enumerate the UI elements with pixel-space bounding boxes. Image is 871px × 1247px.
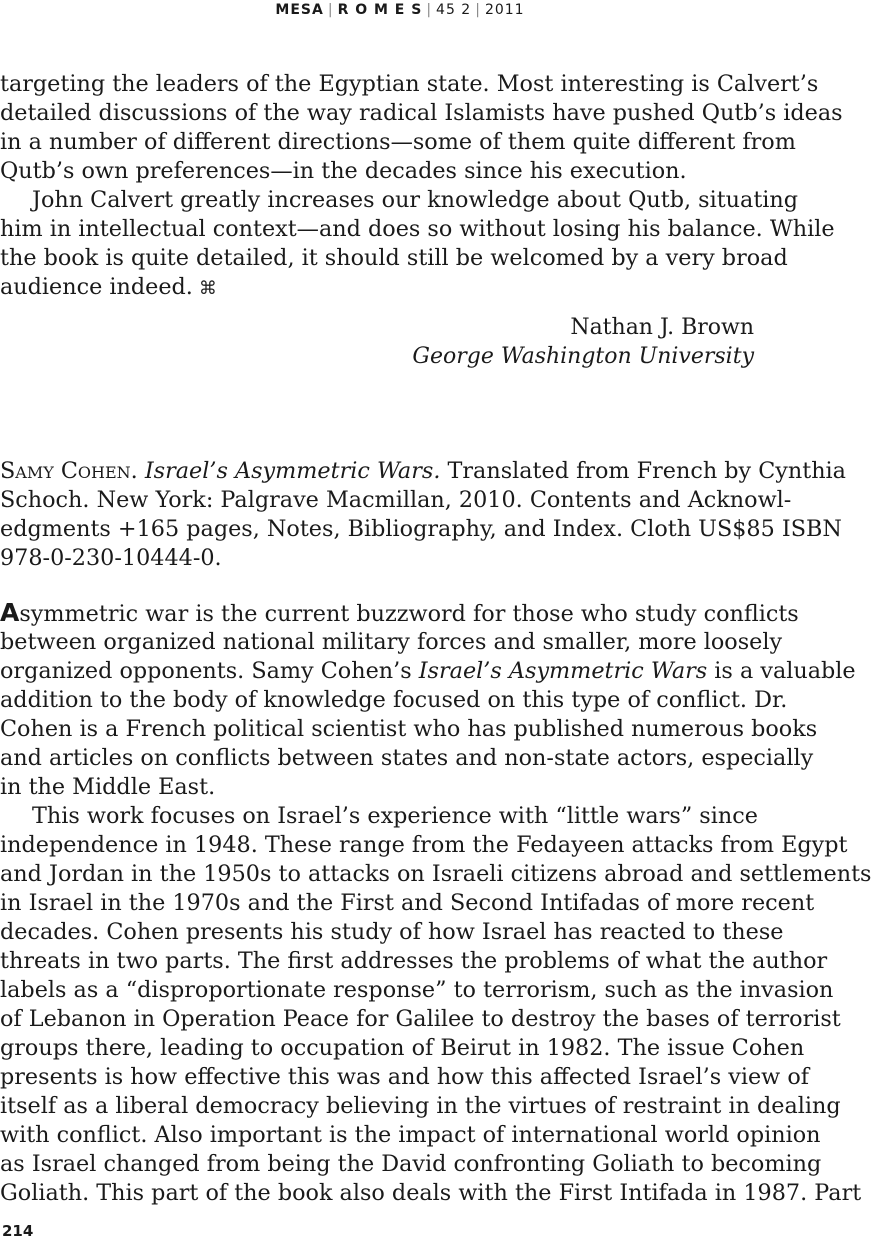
citation-line: 978-0-230-10444-0. <box>0 545 222 571</box>
text-line: the book is quite detailed, it should still be welcomed by a very broad <box>0 245 788 271</box>
text-line: decades. Cohen presents his study of how Israel has reacted to these <box>0 919 784 945</box>
text-line <box>0 598 799 628</box>
journal-name: MESA <box>275 2 324 18</box>
book-title: Israel’s Asymmetric Wars <box>418 658 708 684</box>
volume-issue: 45 2 <box>436 2 472 18</box>
text-line: Cohen is a French political scientist who has published numerous books <box>0 716 818 742</box>
citation-text: Translated from French by Cynthia <box>440 458 846 484</box>
text-line: presents is how effective this was and how this affected Israel’s view of <box>0 1064 810 1090</box>
text-line: and articles on conflicts between states and non-state actors, especially <box>0 745 814 771</box>
reviewer-name: Nathan J. Brown <box>570 315 754 340</box>
text-line: and Jordan in the 1950s to attacks on Israeli citizens abroad and settlements <box>0 861 871 887</box>
text-line-content: is a valuable <box>707 658 856 684</box>
section-name: R O M E S <box>337 2 423 18</box>
year: 2011 <box>484 2 525 18</box>
citation-line <box>0 457 846 485</box>
text-line: targeting the leaders of the Egyptian state. Most interesting is Calvert’s <box>0 71 819 97</box>
text-line: independence in 1948. These range from the Fedayeen attacks from Egypt <box>0 832 848 858</box>
text-line: labels as a “disproportionate response” to terrorism, such as the invasion <box>0 977 834 1003</box>
reviewer-affiliation: George Washington University <box>412 344 754 369</box>
text-line-content: symmetric war is the current buzzword for those who study conflicts <box>19 601 799 627</box>
end-ornament-icon: ⌘ <box>198 278 217 299</box>
text-line: itself as a liberal democracy believing in the virtues of restraint in dealing <box>0 1093 841 1119</box>
text-line: in Israel in the 1970s and the First and Second Intifadas of more recent <box>0 890 815 916</box>
running-header: MESA | R O M E S | 45 2 | 2011 <box>275 2 525 18</box>
text-line: in the Middle East. <box>0 774 216 800</box>
text-line: as Israel changed from being the David confronting Goliath to becoming <box>0 1151 822 1177</box>
text-line-content: audience indeed. <box>0 274 193 300</box>
text-line: of Lebanon in Operation Peace for Galilee to destroy the bases of terrorist <box>0 1006 841 1032</box>
text-line: with conflict. Also important is the impact of international world opinion <box>0 1122 821 1148</box>
initial-letter: A <box>0 598 20 627</box>
citation-author: Samy Cohen. <box>0 458 138 484</box>
text-line: Qutb’s own preferences—in the decades since his execution. <box>0 158 687 184</box>
citation-line: Schoch. New York: Palgrave Macmillan, 2010. Contents and Acknowl- <box>0 487 792 513</box>
page-number: 214 <box>2 1222 34 1240</box>
citation-line: edgments +165 pages, Notes, Bibliography, and Index. Cloth US$85 ISBN <box>0 516 842 542</box>
text-line <box>0 657 856 685</box>
text-line: This work focuses on Israel’s experience with “little wars” since <box>32 803 758 829</box>
text-line: groups there, leading to occupation of Beirut in 1982. The issue Cohen <box>0 1035 805 1061</box>
text-line: addition to the body of knowledge focused on this type of conflict. Dr. <box>0 687 788 713</box>
text-line: between organized national military forces and smaller, more loosely <box>0 629 783 655</box>
text-line: Goliath. This part of the book also deals with the First Intifada in 1987. Part <box>0 1180 862 1206</box>
text-line: detailed discussions of the way radical Islamists have pushed Qutb’s ideas <box>0 100 843 126</box>
text-line-content: organized opponents. Samy Cohen’s <box>0 658 419 684</box>
text-line: threats in two parts. The first addresses the problems of what the author <box>0 948 828 974</box>
text-line <box>0 273 754 303</box>
text-line: him in intellectual context—and does so without losing his balance. While <box>0 216 835 242</box>
citation-title: Israel’s Asymmetric Wars. <box>144 458 441 484</box>
text-line: in a number of different directions—some of them quite different from <box>0 129 796 155</box>
text-line: John Calvert greatly increases our knowledge about Qutb, situating <box>32 187 799 213</box>
